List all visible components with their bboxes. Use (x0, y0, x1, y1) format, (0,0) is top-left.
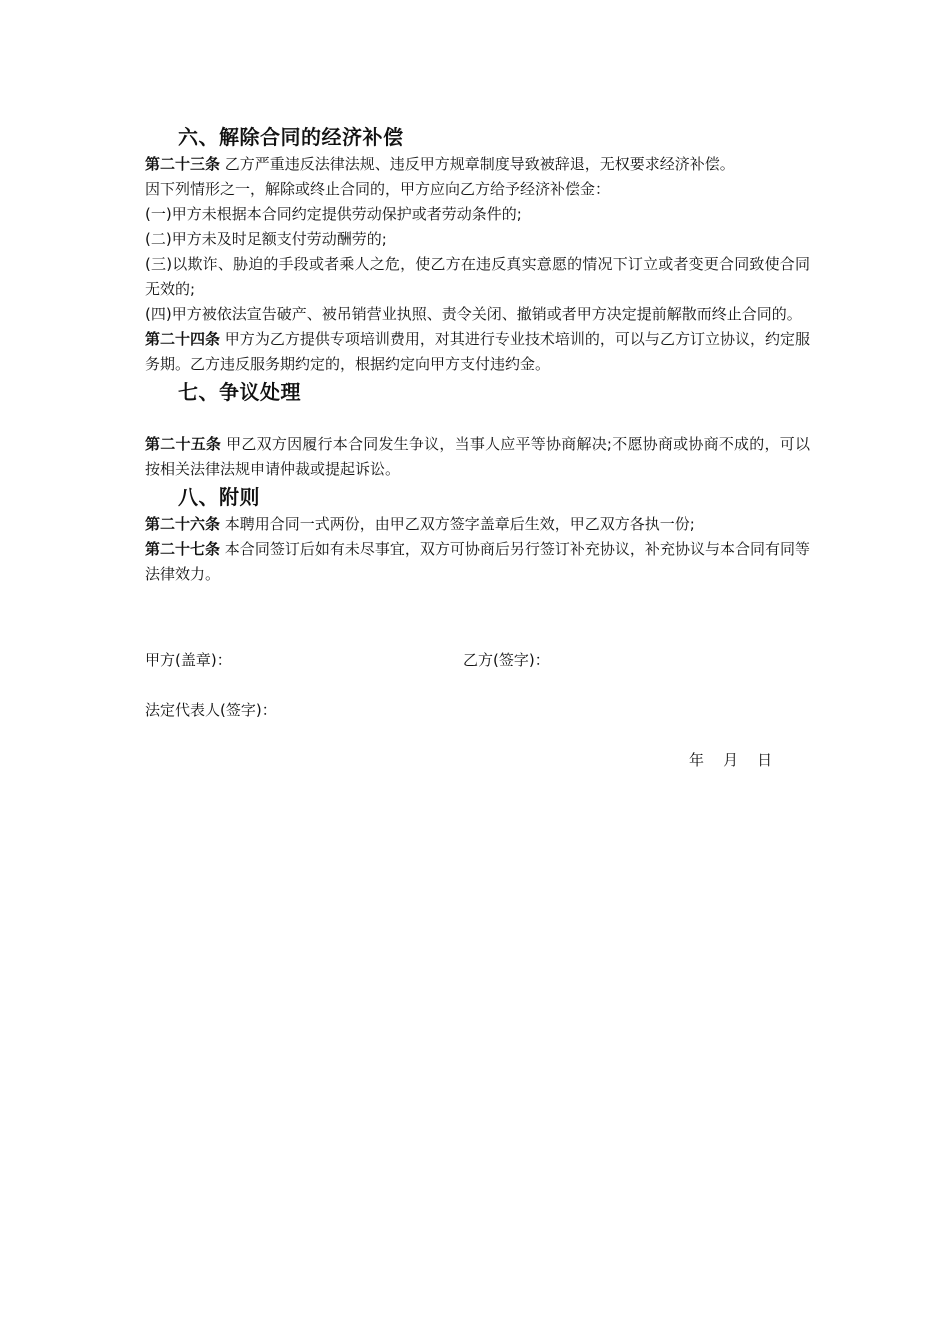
section-heading-8: 八、附则 (178, 485, 260, 509)
article-27-text: 本合同签订后如有未尽事宜，双方可协商后另行签订补充协议，补充协议与本合同有同等法律效力。 (145, 540, 810, 583)
article-23 (145, 152, 810, 177)
article-26-text: 本聘用合同一式两份，由甲乙双方签字盖章后生效，甲乙双方各执一份; (220, 515, 695, 533)
article-25-text: 甲乙双方因履行本合同发生争议，当事人应平等协商解决;不愿协商或协商不成的，可以按相关法律法规申请仲裁或提起诉讼。 (145, 435, 810, 478)
article-24-text: 甲方为乙方提供专项培训费用，对其进行专业技术培训的，可以与乙方订立协议，约定服务期。乙方违反服务期约定的，根据约定向甲方支付违约金。 (145, 330, 810, 373)
article-23-text: 乙方严重违反法律法规、违反甲方规章制度导致被辞退，无权要求经济补偿。 (220, 155, 735, 173)
article-25-label: 第二十五条 (145, 435, 222, 453)
date-line: 年 月 日 (689, 751, 773, 769)
article-23-label: 第二十三条 (145, 155, 221, 173)
compensation-intro: 因下列情形之一，解除或终止合同的，甲方应向乙方给予经济补偿金： (145, 180, 611, 198)
list-item-2: (二)甲方未及时足额支付劳动酬劳的; (145, 230, 387, 248)
article-25 (145, 432, 810, 482)
spacer (145, 407, 810, 432)
article-24 (145, 327, 810, 377)
legal-rep-signature-label: 法定代表人(签字)： (145, 701, 277, 719)
article-27 (145, 537, 810, 587)
section-heading-7: 七、争议处理 (178, 380, 301, 404)
contract-body (145, 122, 810, 587)
list-item-3: (三)以欺诈、胁迫的手段或者乘人之危，使乙方在违反真实意愿的情况下订立或者变更合同致使合同无效的; (145, 255, 810, 298)
article-27-label: 第二十七条 (145, 540, 221, 558)
party-a-signature-label: 甲方(盖章)： (145, 651, 232, 669)
list-item-1: (一)甲方未根据本合同约定提供劳动保护或者劳动条件的; (145, 205, 522, 223)
article-26 (145, 512, 810, 537)
list-item-4: (四)甲方被依法宣告破产、被吊销营业执照、责令关闭、撤销或者甲方决定提前解散而终止合同的。 (145, 305, 802, 323)
section-heading-6: 六、解除合同的经济补偿 (178, 125, 404, 149)
party-b-signature-label: 乙方(签字)： (463, 651, 550, 669)
article-24-label: 第二十四条 (145, 330, 221, 348)
article-26-label: 第二十六条 (145, 515, 221, 533)
